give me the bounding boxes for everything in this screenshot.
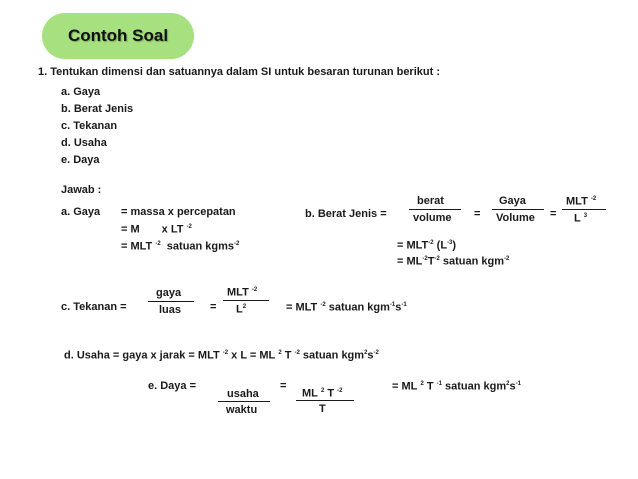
answer-a-line2: = M x LT $^{-2}$ bbox=[121, 223, 192, 236]
answer-a-line1: = massa x percepatan bbox=[121, 206, 236, 218]
answer-e-label: e. Daya = bbox=[148, 380, 197, 392]
answer-a-label: a. Gaya bbox=[61, 206, 101, 218]
answer-e-f1-bar bbox=[218, 401, 270, 402]
answer-c-f1-num: gaya bbox=[156, 287, 182, 299]
answer-c-f1-bar bbox=[148, 301, 194, 302]
answer-e-f2-bar bbox=[296, 400, 354, 401]
answer-b-f1-num: berat bbox=[417, 195, 444, 207]
item-c: c. Tekanan bbox=[61, 120, 118, 132]
answer-c-label: c. Tekanan = bbox=[61, 301, 127, 313]
answer-b-result2: = $ML^{-2}T^{-2}$ satuan kgm$^{-2}$ bbox=[397, 255, 510, 268]
answer-b-f1-den: volume bbox=[413, 212, 452, 224]
answer-e-f1-num: usaha bbox=[227, 388, 259, 400]
item-d: d. Usaha bbox=[61, 137, 107, 149]
page-title: Contoh Soal bbox=[67, 26, 169, 45]
answer-a-line3: = MLT $^{-2}$ satuan kgms$^{-2}$ bbox=[121, 240, 240, 253]
question-text: 1. Tentukan dimensi dan satuannya dalam SI untuk besaran turunan berikut : bbox=[38, 66, 440, 78]
answer-c-f2-bar bbox=[223, 300, 269, 301]
answer-e-eq: = bbox=[280, 380, 287, 392]
answer-e-f2-num: ML $^2$ T $^{-2}$ bbox=[302, 387, 343, 400]
item-e: e. Daya bbox=[61, 154, 100, 166]
title-badge bbox=[42, 13, 194, 59]
item-b: b. Berat Jenis bbox=[61, 103, 134, 115]
answer-b-result1: = $MLT^{-2}$ $(L^{-3})$ bbox=[397, 239, 457, 252]
answer-e-f1-den: waktu bbox=[226, 404, 258, 416]
answer-e-f2-den: T bbox=[319, 403, 326, 415]
answer-c-f2-den: $L^2$ bbox=[236, 303, 247, 316]
answer-c-result: = MLT $^{-2}$ satuan $kgm^{-1}s^{-1}$ bbox=[286, 301, 407, 314]
answer-b-eq2: = bbox=[550, 208, 557, 220]
answer-b-f2-den: Volume bbox=[496, 212, 535, 224]
answer-b-label: b. Berat Jenis = bbox=[305, 208, 387, 220]
answer-b-f3-num: MLT $^{-2}$ bbox=[566, 195, 597, 208]
answer-c-f2-num: MLT $^{-2}$ bbox=[227, 286, 258, 299]
answer-b-eq1: = bbox=[474, 208, 481, 220]
answer-e-result: = ML $^2$ T $^{-1}$ satuan $kgm^2s^{-1}$ bbox=[392, 380, 521, 393]
answer-b-f1-bar bbox=[409, 209, 461, 210]
answer-c-eq: = bbox=[210, 301, 217, 313]
answer-heading: Jawab : bbox=[61, 184, 102, 196]
item-a: a. Gaya bbox=[61, 86, 101, 98]
answer-b-f2-num: Gaya bbox=[499, 195, 526, 207]
answer-b-f2-bar bbox=[492, 209, 544, 210]
answer-d-line: d. Usaha = gaya x jarak = MLT $^{-2}$ x L = ML $^2$ T $^{-2}$ satuan $kgm^2s^{-2}$ bbox=[64, 349, 379, 362]
answer-b-f3-bar bbox=[562, 209, 606, 210]
answer-b-f3-den: L $^3$ bbox=[574, 212, 588, 225]
answer-c-f1-den: luas bbox=[159, 304, 182, 316]
